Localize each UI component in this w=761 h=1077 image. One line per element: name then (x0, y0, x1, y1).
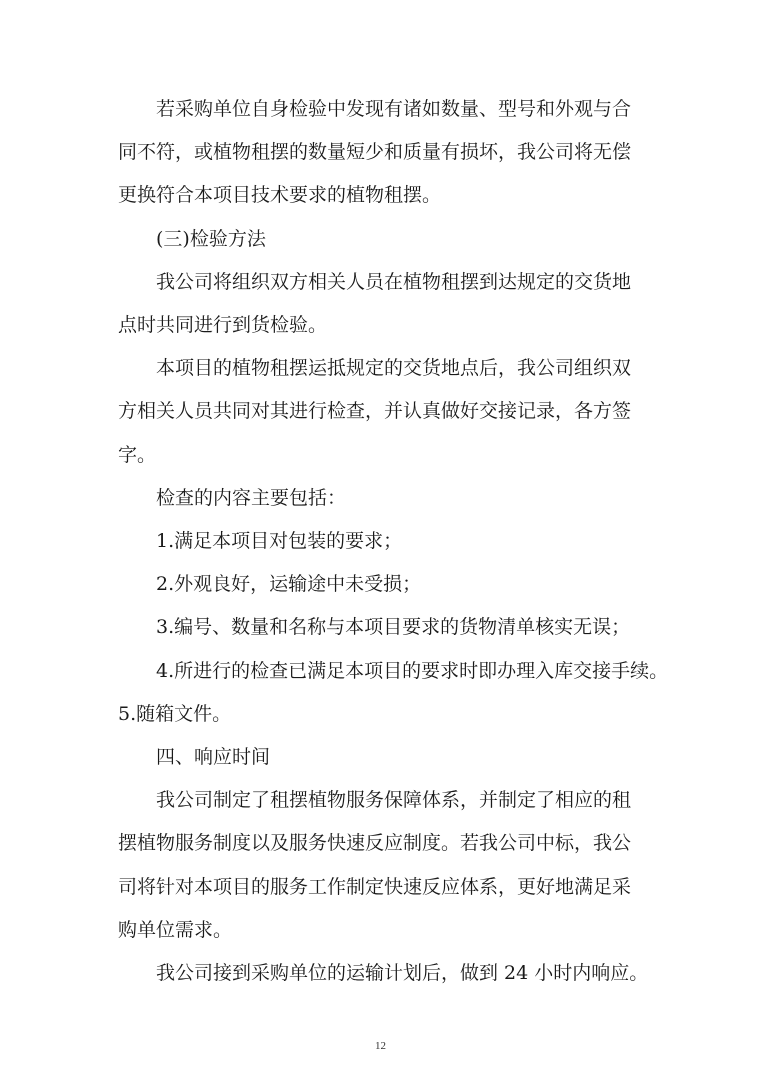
paragraph-check-contents-intro (118, 477, 658, 520)
heading-text: 四、响应时间 (156, 746, 271, 769)
text-line: 3.编号、数量和名称与本项目要求的货物清单核实无误； (156, 616, 631, 639)
paragraph-inspection-discrepancy (118, 88, 658, 218)
paragraph-joint-inspection (118, 261, 658, 347)
text-line: 我公司制定了租摆植物服务保障体系，并制定了相应的租 (156, 789, 632, 812)
text-line: 4.所进行的检查已满足本项目的要求时即办理入库交接手续。 (156, 659, 669, 682)
text-line: 摆植物服务制度以及服务快速反应制度。若我公司中标，我公 (118, 832, 632, 855)
text-line: 2.外观良好，运输途中未受损； (156, 573, 422, 596)
text-line: 本项目的植物租摆运抵规定的交货地点后，我公司组织双 (156, 357, 632, 380)
section-heading-response-time (118, 736, 658, 779)
text-line: 若采购单位自身检验中发现有诸如数量、型号和外观与合 (156, 98, 632, 120)
text-line: 同不符，或植物租摆的数量短少和质量有损坏，我公司将无偿 (118, 141, 632, 164)
text-line: 购单位需求。 (118, 918, 233, 941)
document-body (118, 88, 669, 995)
paragraph-24h-response (118, 952, 658, 995)
list-item-appearance (118, 563, 658, 606)
heading-text: (三)检验方法 (156, 227, 266, 250)
list-item-packaging (118, 520, 658, 563)
text-line: 我公司接到采购单位的运输计划后，做到 24 小时内响应。 (156, 962, 649, 985)
text-line: 5.随箱文件。 (118, 702, 232, 725)
text-line: 字。 (118, 443, 157, 466)
list-item-numbering (118, 606, 658, 649)
paragraph-service-system (118, 779, 658, 952)
text-line: 检查的内容主要包括： (156, 486, 347, 509)
text-line: 点时共同进行到货检验。 (118, 314, 328, 337)
text-line: 1.满足本项目对包装的要求； (156, 530, 403, 553)
text-line: 司将针对本项目的服务工作制定快速反应体系，更好地满足采 (118, 875, 632, 898)
section-heading-inspection-method (118, 218, 658, 261)
page-number: 12 (375, 1040, 386, 1052)
paragraph-delivery-check (118, 347, 658, 477)
text-line: 更换符合本项目技术要求的植物租摆。 (118, 184, 442, 207)
text-line: 方相关人员共同对其进行检查，并认真做好交接记录，各方签 (118, 400, 632, 423)
list-item-warehousing (118, 650, 669, 736)
text-line: 我公司将组织双方相关人员在植物租摆到达规定的交货地 (156, 270, 632, 293)
